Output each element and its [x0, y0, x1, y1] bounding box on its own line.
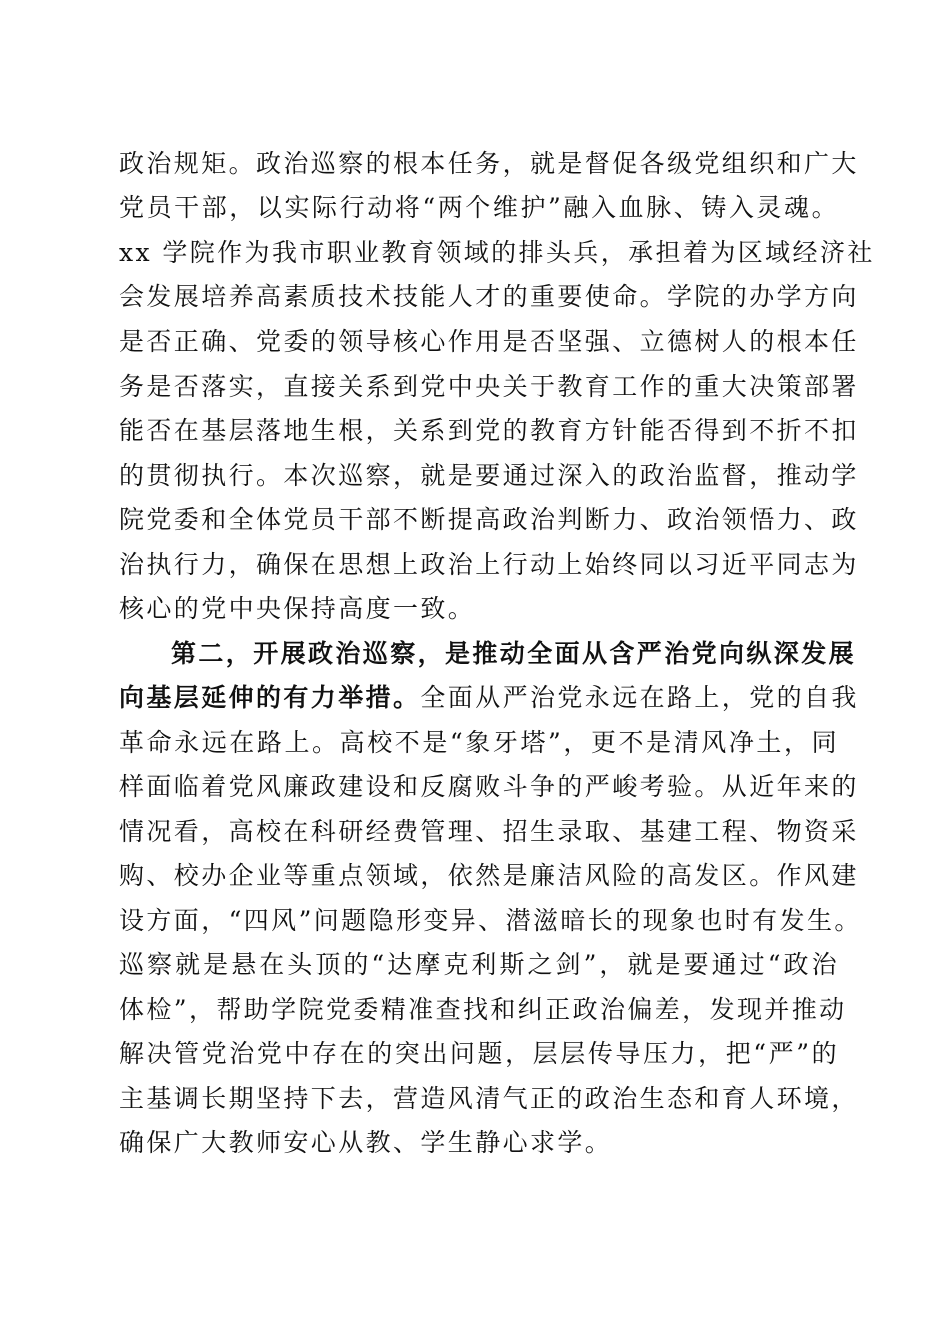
- text-line: 购、校办企业等重点领域，依然是廉洁风险的高发区。作风建: [119, 861, 859, 890]
- text-line: 核心的党中央保持高度一致。: [119, 594, 476, 623]
- text-line: 党员干部，以实际行动将“两个维护”融入血脉、铸入灵魂。: [119, 193, 839, 222]
- text-span: 全面从严治党永远在路上，党的自我: [420, 683, 859, 712]
- text-line: 设方面，“四风”问题隐形变异、潜滋暗长的现象也时有发生。: [119, 906, 862, 935]
- text-line: 革命永远在路上。高校不是“象牙塔”，更不是清风净土，同: [119, 728, 839, 757]
- text-line: 的贯彻执行。本次巡察，就是要通过深入的政治监督，推动学: [119, 461, 859, 490]
- text-line: 是否正确、党委的领导核心作用是否坚强、立德树人的根本任: [119, 327, 859, 356]
- text-line: 样面临着党风廉政建设和反腐败斗争的严峻考验。从近年来的: [119, 772, 859, 801]
- paragraph-heading-line: 第二，开展政治巡察，是推动全面从含严治党向纵深发展: [171, 639, 857, 668]
- text-line: 解决管党治党中存在的突出问题，层层传导压力，把“严”的: [119, 1039, 839, 1068]
- text-line: 情况看，高校在科研经费管理、招生录取、基建工程、物资采: [119, 817, 859, 846]
- text-line: 体检”，帮助学院党委精准查找和纠正政治偏差，发现并推动: [119, 995, 847, 1024]
- text-line: 主基调长期坚持下去，营造风清气正的政治生态和育人环境，: [119, 1084, 859, 1113]
- text-line: 院党委和全体党员干部不断提高政治判断力、政治领悟力、政: [119, 505, 859, 534]
- text-line: 能否在基层落地生根，关系到党的教育方针能否得到不折不扣: [119, 416, 859, 445]
- text-line: 务是否落实，直接关系到党中央关于教育工作的重大决策部署: [119, 372, 859, 401]
- text-line: xx 学院作为我市职业教育领域的排头兵，承担着为区域经济社: [119, 238, 875, 267]
- text-line: 巡察就是悬在头顶的“达摩克利斯之剑”，就是要通过“政治: [119, 950, 839, 979]
- text-line: 确保广大教师安心从教、学生静心求学。: [119, 1128, 613, 1157]
- paragraph-heading-continuation: [119, 679, 859, 717]
- text-line: 治执行力，确保在思想上政治上行动上始终同以习近平同志为: [119, 550, 859, 579]
- paragraph-heading-bold: 向基层延伸的有力举措。: [119, 683, 421, 712]
- text-line: 政治规矩。政治巡察的根本任务，就是督促各级党组织和广大: [119, 149, 859, 178]
- text-line: 会发展培养高素质技术技能人才的重要使命。学院的办学方向: [119, 282, 859, 311]
